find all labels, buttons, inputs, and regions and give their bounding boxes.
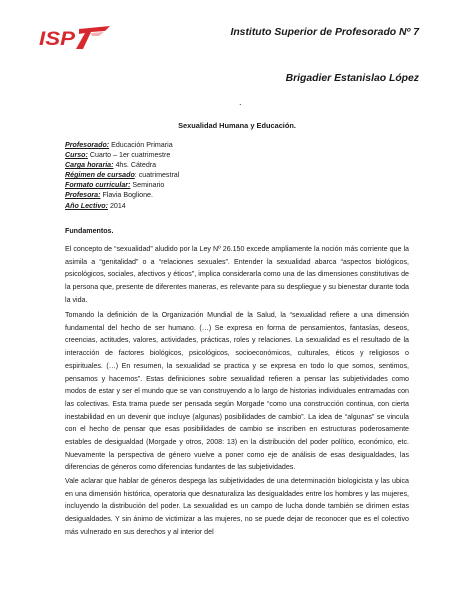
paragraph-3: Vale aclarar que hablar de géneros despega las subjetividades de una determinación biologicista y las ubica en una dimensión histórica, operatoria que desnaturaliza las desigualdades entre los hombres y las mujeres, incluyendo la distribución del poder. La sexualidad es un campo de lucha donde también se dirimen estas desigualdades. Y sin ánimo de victimizar a las mujeres, no se puede dejar de reconocer que es el colectivo más vulnerado en sus derechos y al interior del (65, 477, 409, 536)
section-heading: Fundamentos. (65, 227, 114, 235)
detail-ano-lectivo: Año Lectivo: 2014 (65, 201, 126, 210)
document-title: Sexualidad Humana y Educación. (178, 121, 296, 130)
detail-profesorado: Profesorado: Educación Primaria (65, 141, 173, 149)
detail-curso: Curso: Cuarto – 1er cuatrimestre (65, 151, 171, 160)
detail-profesora: Profesora: Flavia Boglione. (65, 191, 153, 200)
paragraph-2: Tomando la definición de la Organización Mundial de la Salud, la “sexualidad refiere a una dimensión fundamental del hecho de ser humano. (…) Se expresa en forma de pensamientos, fantasías, deseos, creencias, actitudes, valores, actividades, prácticas, roles y relaciones. La sexualidad es el resultado de la interacción de factores biológicos, psicológicos, socioeconómicos, culturales, éticos y religiosos o espirituales. (…) En resumen, la sexualidad se practica y se expresa en todo lo que somos, sentimos, pensamos y hacemos”. Estas definiciones sobre sexualidad refieren a pensar las subjetividades como modos de estar y ser el mundo que se van construyendo a lo largo de historias individuales entramadas con las colectivas. Esta trama puede ser pensada según Morgade “como una construcción continua, con cierta inestabilidad en un devenir que incluye (algunas) posibilidades de cambio”. La idea de “algunas” se vincula con el hecho de pensar que esas posibilidades de cambio se inscriben en estructuras poderosamente estables de desigualdad (Morgade y otros, 2008: 13) en la distribución del poder político, económico, etc. Nuevamente la perspectiva de género vuelve a poner como eje de análisis de esas desigualdades, las diferencias de géneros como diferencias fundantes de las subjetividades. (65, 311, 409, 472)
isp7-logo (39, 24, 111, 50)
detail-formato: Formato curricular: Seminario (65, 181, 165, 190)
paragraph-1: El concepto de “sexualidad” aludido por la Ley Nº 26.150 excede ampliamente la noción más corriente que la asimila a “genitalidad” o a “relaciones sexuales”. Entender la sexualidad abarca “aspectos biológicos, psicológicos, sociales, afectivos y éticos”, implica considerarla como una de las dimensiones constitutivas de la persona que, presente de diferentes maneras, es relevante para su despliegue y su bienestar durante toda la vida. (65, 245, 409, 304)
stray-dot: . (239, 97, 242, 107)
course-details (65, 140, 179, 211)
detail-carga-horaria: Carga horaria: 4hs. Cátedra (65, 161, 157, 170)
detail-regimen: Régimen de cursado: cuatrimestral (65, 171, 180, 180)
institute-name: Instituto Superior de Profesorado Nº 7 (230, 27, 419, 38)
svg-text:ISP: ISP (39, 29, 76, 50)
institute-patron: Brigadier Estanislao López (285, 73, 419, 84)
